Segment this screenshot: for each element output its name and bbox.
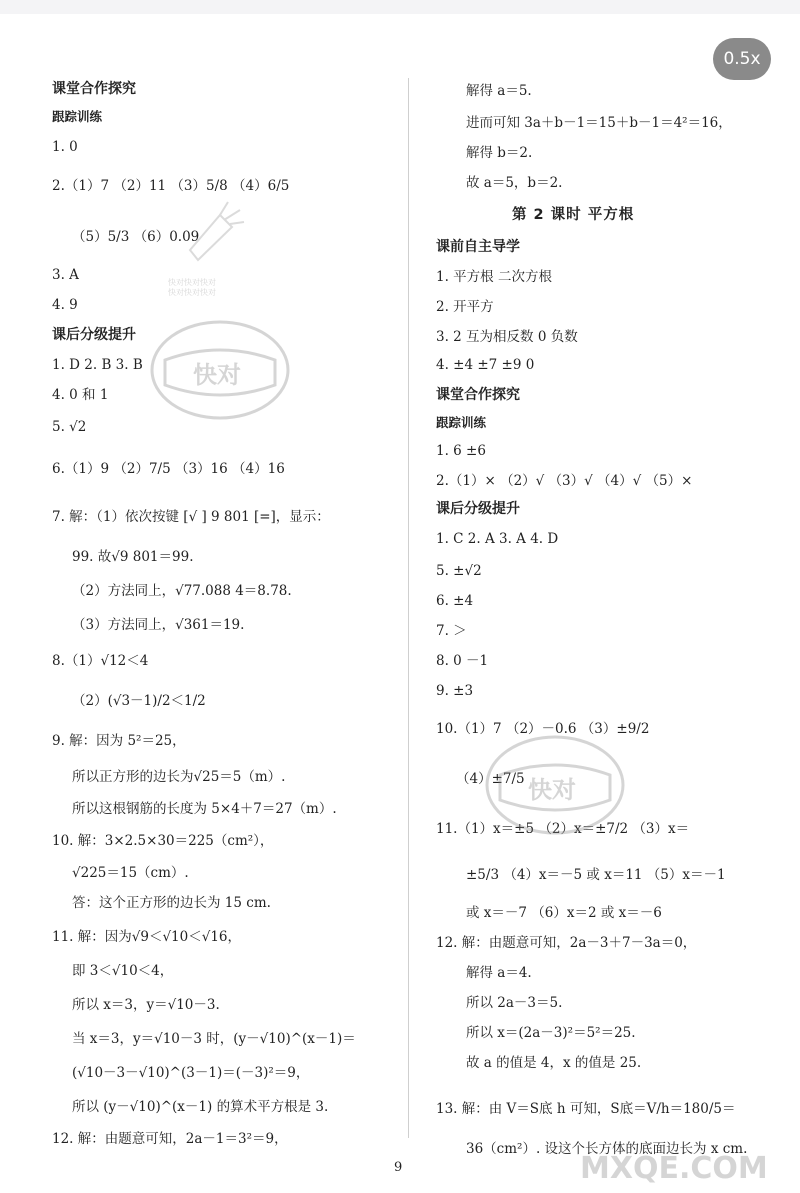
left-line: （2）方法同上，√77.088 4＝8.78. bbox=[72, 583, 292, 599]
mxqe-site-watermark bbox=[560, 1090, 790, 1190]
left-line: 1. 0 bbox=[52, 139, 78, 155]
right-line: 9. ±3 bbox=[436, 683, 474, 699]
left-line: 答：这个正方形的边长为 15 cm. bbox=[72, 895, 271, 911]
left-line: 所以 x＝3，y＝√10－3. bbox=[72, 997, 220, 1013]
left-line: 所以 (y－√10)^(x－1) 的算术平方根是 3. bbox=[72, 1099, 329, 1115]
column-divider bbox=[408, 78, 409, 1138]
left-line: 2.（1）7 （2）11 （3）5/8 （4）6/5 bbox=[52, 178, 290, 194]
right-line: 4. ±4 ±7 ±9 0 bbox=[436, 357, 535, 373]
right-line: 所以 x＝(2a－3)²＝5²＝25. bbox=[466, 1025, 636, 1041]
left-line: 10. 解：3×2.5×30＝225（cm²）， bbox=[52, 833, 274, 849]
right-line: 11.（1）x＝±5 （2）x＝±7/2 （3）x＝ bbox=[436, 821, 690, 837]
right-line: 解得 a＝4. bbox=[466, 965, 532, 981]
right-line: 故 a＝5，b＝2. bbox=[466, 175, 563, 191]
left-line: 当 x＝3，y＝√10－3 时，(y－√10)^(x－1)＝ bbox=[72, 1031, 356, 1047]
right-line: 2.（1）× （2）√ （3）√ （4）√ （5）× bbox=[436, 473, 693, 489]
right-line: 1. 6 ±6 bbox=[436, 443, 486, 459]
right-line: 课后分级提升 bbox=[436, 501, 520, 517]
right-line: 1. C 2. A 3. A 4. D bbox=[436, 531, 559, 547]
left-line: （2）(√3－1)/2＜1/2 bbox=[72, 693, 206, 709]
left-line: 所以正方形的边长为√25＝5（m）. bbox=[72, 769, 286, 785]
right-line: 13. 解：由 V＝S底 h 可知，S底＝V/h＝180/5＝ bbox=[436, 1101, 736, 1117]
left-line: 9. 解：因为 5²＝25， bbox=[52, 733, 186, 749]
left-line: 8.（1）√12＜4 bbox=[52, 653, 149, 669]
left-line: 4. 0 和 1 bbox=[52, 387, 109, 403]
left-line: 所以这根钢筋的长度为 5×4＋7＝27（m）. bbox=[72, 801, 337, 817]
right-line: 8. 0 －1 bbox=[436, 653, 489, 669]
left-line: 跟踪训练 bbox=[52, 109, 103, 124]
left-line: 课后分级提升 bbox=[52, 327, 136, 343]
right-line: 10.（1）7 （2）－0.6 （3）±9/2 bbox=[436, 721, 650, 737]
watermark-brand: 快对 bbox=[193, 361, 241, 389]
playback-speed-button[interactable]: 0.5x bbox=[713, 38, 771, 80]
right-line: 跟踪训练 bbox=[436, 415, 487, 430]
left-line: （5）5/3 （6）0.09 bbox=[72, 229, 200, 245]
right-line: 课前自主导学 bbox=[436, 239, 520, 255]
left-line: （3）方法同上，√361＝19. bbox=[72, 617, 245, 633]
watermark-brand: 快对 bbox=[528, 776, 576, 804]
right-line: 36（cm²）. 设这个长方体的底面边长为 x cm. bbox=[466, 1141, 748, 1157]
left-line: 6.（1）9 （2）7/5 （3）16 （4）16 bbox=[52, 461, 285, 477]
right-line: 12. 解：由题意可知，2a－3＋7－3a＝0， bbox=[436, 935, 697, 951]
right-line: 3. 2 互为相反数 0 负数 bbox=[436, 329, 578, 345]
top-bar bbox=[0, 0, 800, 14]
right-line: 解得 b＝2. bbox=[466, 145, 533, 161]
left-line: 11. 解：因为√9＜√10＜√16， bbox=[52, 929, 242, 945]
kuaidui-carrot-watermark bbox=[150, 190, 260, 300]
left-line: 99. 故√9 801＝99. bbox=[72, 549, 194, 565]
right-line: 课堂合作探究 bbox=[436, 387, 520, 403]
page-number: 9 bbox=[394, 1160, 403, 1175]
right-line: 进而可知 3a＋b－1＝15＋b－1＝4²＝16， bbox=[466, 115, 732, 131]
right-line: ±5/3 （4）x＝－5 或 x＝11 （5）x＝－1 bbox=[466, 867, 726, 883]
right-line: 1. 平方根 二次方根 bbox=[436, 269, 552, 285]
watermark-tagline: 快对快对快对 bbox=[168, 288, 216, 297]
right-line: （4）±7/5 bbox=[456, 771, 525, 787]
left-line: 7. 解：（1）依次按键 [√ ] 9 801 [=]，显示： bbox=[52, 509, 330, 525]
watermark-tagline: 快对快对快对 bbox=[168, 278, 216, 287]
left-line: 3. A bbox=[52, 267, 79, 283]
right-line: 5. ±√2 bbox=[436, 563, 482, 579]
right-line: 所以 2a－3＝5. bbox=[466, 995, 563, 1011]
left-line: 12. 解：由题意可知，2a－1＝3²＝9， bbox=[52, 1131, 288, 1147]
left-line: 4. 9 bbox=[52, 297, 78, 313]
right-line: 2. 开平方 bbox=[436, 299, 494, 315]
right-line: 6. ±4 bbox=[436, 593, 474, 609]
watermark-site: MXQE.COM bbox=[580, 1151, 768, 1186]
right-line: 故 a 的值是 4，x 的值是 25. bbox=[466, 1055, 642, 1071]
kuaidui-stamp-watermark bbox=[480, 730, 630, 840]
left-line: 5. √2 bbox=[52, 419, 87, 435]
left-line: (√10－3－√10)^(3－1)＝(－3)²＝9， bbox=[72, 1065, 310, 1081]
left-line: 即 3＜√10＜4， bbox=[72, 963, 174, 979]
left-line: 1. D 2. B 3. B bbox=[52, 357, 143, 373]
lesson-title: 第 2 课时 平方根 bbox=[512, 207, 635, 223]
kuaidui-stamp-watermark bbox=[145, 315, 295, 425]
right-line: 或 x＝－7 （6）x＝2 或 x＝－6 bbox=[466, 905, 662, 921]
left-line: 课堂合作探究 bbox=[52, 81, 136, 97]
right-line: 解得 a＝5. bbox=[466, 83, 532, 99]
right-line: 7. ＞ bbox=[436, 623, 467, 639]
left-line: √225＝15（cm）. bbox=[72, 865, 189, 881]
